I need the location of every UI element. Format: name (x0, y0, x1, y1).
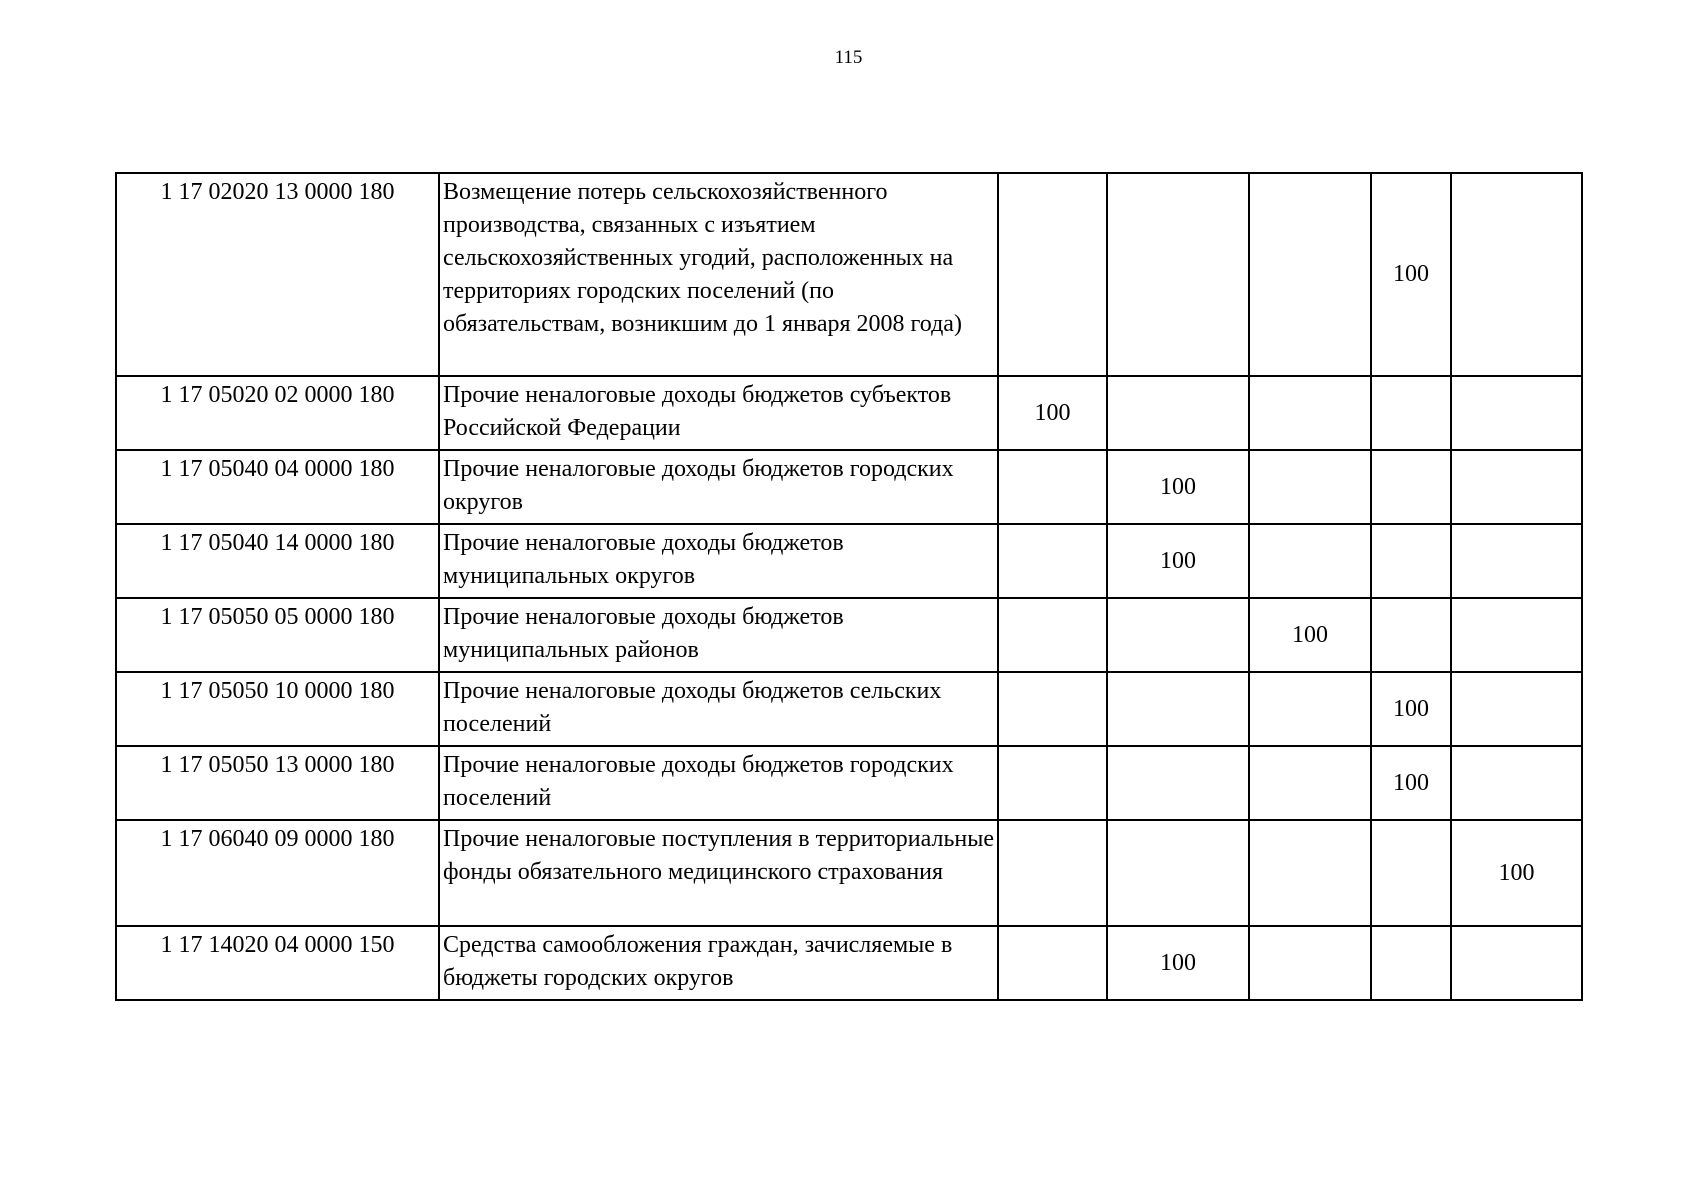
value-cell-municipal-district (1249, 173, 1371, 376)
description-cell: Прочие неналоговые доходы бюджетов муниципальных районов (439, 598, 998, 672)
page-number: 115 (834, 47, 863, 68)
value-cell-federal (998, 524, 1107, 598)
description-cell: Прочие неналоговые доходы бюджетов городских поселений (439, 746, 998, 820)
value-cell-municipal-district (1249, 524, 1371, 598)
value-cell-city-district (1107, 598, 1249, 672)
description-cell: Прочие неналоговые поступления в территориальные фонды обязательного медицинского страхования (439, 820, 998, 926)
description-cell: Прочие неналоговые доходы бюджетов сельских поселений (439, 672, 998, 746)
value-cell-settlement (1371, 524, 1451, 598)
budget-code-cell: 1 17 05040 04 0000 180 (116, 450, 439, 524)
description-cell: Прочие неналоговые доходы бюджетов муниципальных округов (439, 524, 998, 598)
value-cell-insurance-fund (1451, 173, 1582, 376)
table-row (116, 926, 1582, 1000)
value-cell-insurance-fund: 100 (1451, 820, 1582, 926)
value-cell-city-district: 100 (1107, 524, 1249, 598)
description-cell: Средства самообложения граждан, зачисляемые в бюджеты городских округов (439, 926, 998, 1000)
value-cell-settlement: 100 (1371, 173, 1451, 376)
value-cell-city-district (1107, 376, 1249, 450)
value-cell-municipal-district (1249, 926, 1371, 1000)
value-cell-city-district (1107, 173, 1249, 376)
budget-code-cell: 1 17 05020 02 0000 180 (116, 376, 439, 450)
table-row (116, 672, 1582, 746)
value-cell-municipal-district (1249, 746, 1371, 820)
value-cell-municipal-district (1249, 820, 1371, 926)
value-cell-municipal-district: 100 (1249, 598, 1371, 672)
value-cell-city-district: 100 (1107, 450, 1249, 524)
description-cell: Возмещение потерь сельскохозяйственного производства, связанных с изъятием сельскохозяйственных угодий, расположенных на территориях городских поселений (по обязательствам, возникшим до 1 января 2008 года) (439, 173, 998, 376)
description-cell: Прочие неналоговые доходы бюджетов городских округов (439, 450, 998, 524)
value-cell-insurance-fund (1451, 598, 1582, 672)
value-cell-federal (998, 672, 1107, 746)
table-row (116, 746, 1582, 820)
table-row (116, 524, 1582, 598)
budget-code-cell: 1 17 05040 14 0000 180 (116, 524, 439, 598)
value-cell-insurance-fund (1451, 926, 1582, 1000)
value-cell-city-district: 100 (1107, 926, 1249, 1000)
value-cell-insurance-fund (1451, 450, 1582, 524)
budget-code-cell: 1 17 06040 09 0000 180 (116, 820, 439, 926)
value-cell-insurance-fund (1451, 746, 1582, 820)
value-cell-insurance-fund (1451, 672, 1582, 746)
description-cell: Прочие неналоговые доходы бюджетов субъектов Российской Федерации (439, 376, 998, 450)
budget-code-cell: 1 17 05050 10 0000 180 (116, 672, 439, 746)
value-cell-insurance-fund (1451, 376, 1582, 450)
value-cell-settlement (1371, 926, 1451, 1000)
table-row (116, 820, 1582, 926)
budget-code-cell: 1 17 05050 05 0000 180 (116, 598, 439, 672)
value-cell-settlement (1371, 450, 1451, 524)
value-cell-city-district (1107, 746, 1249, 820)
value-cell-federal: 100 (998, 376, 1107, 450)
value-cell-municipal-district (1249, 450, 1371, 524)
value-cell-federal (998, 746, 1107, 820)
budget-revenue-table (115, 172, 1583, 1001)
value-cell-settlement (1371, 376, 1451, 450)
value-cell-federal (998, 820, 1107, 926)
value-cell-federal (998, 173, 1107, 376)
table-row (116, 450, 1582, 524)
budget-code-cell: 1 17 02020 13 0000 180 (116, 173, 439, 376)
value-cell-federal (998, 926, 1107, 1000)
value-cell-federal (998, 450, 1107, 524)
value-cell-insurance-fund (1451, 524, 1582, 598)
value-cell-federal (998, 598, 1107, 672)
budget-code-cell: 1 17 05050 13 0000 180 (116, 746, 439, 820)
table-row (116, 598, 1582, 672)
budget-code-cell: 1 17 14020 04 0000 150 (116, 926, 439, 1000)
value-cell-city-district (1107, 820, 1249, 926)
value-cell-city-district (1107, 672, 1249, 746)
value-cell-municipal-district (1249, 376, 1371, 450)
table-row (116, 376, 1582, 450)
value-cell-settlement (1371, 598, 1451, 672)
table-row (116, 173, 1582, 376)
value-cell-settlement: 100 (1371, 746, 1451, 820)
value-cell-municipal-district (1249, 672, 1371, 746)
value-cell-settlement (1371, 820, 1451, 926)
value-cell-settlement: 100 (1371, 672, 1451, 746)
